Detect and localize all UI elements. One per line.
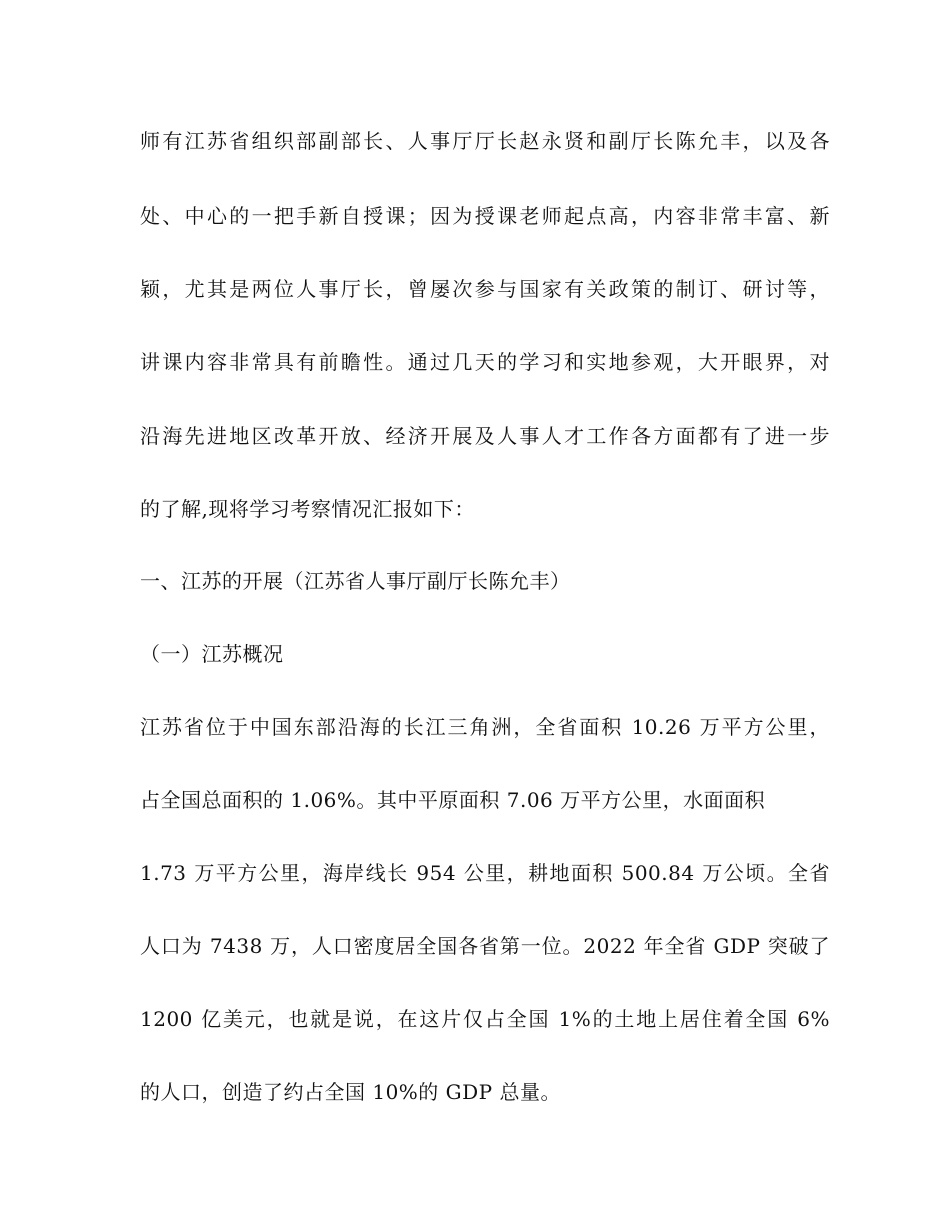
overview-line-3: 1.73 万平方公里，海岸线长 954 公里，耕地面积 500.84 万公顷。全省 [140,861,830,885]
intro-line-6: 的了解,现将学习考察情况汇报如下： [140,497,475,521]
overview-line-6: 的人口，创造了约占全国 10%的 GDP 总量。 [140,1080,561,1104]
intro-line-4: 讲课内容非常具有前瞻性。通过几天的学习和实地参观，大开眼界，对 [140,350,830,374]
section-heading: 一、江苏的开展（江苏省人事厅副厅长陈允丰） [140,569,571,593]
overview-line-1: 江苏省位于中国东部沿海的长江三角洲，全省面积 10.26 万平方公里， [140,715,830,739]
intro-line-2: 处、中心的一把手新自授课；因为授课老师起点高，内容非常丰富、新 [140,204,830,228]
subsection-heading: （一）江苏概况 [140,642,284,666]
overview-line-4: 人口为 7438 万，人口密度居全国各省第一位。2022 年全省 GDP 突破了 [140,934,830,958]
overview-line-5: 1200 亿美元，也就是说，在这片仅占全国 1%的土地上居住着全国 6% [140,1007,830,1031]
intro-line-5: 沿海先进地区改革开放、经济开展及人事人才工作各方面都有了进一步 [140,424,830,448]
intro-line-1: 师有江苏省组织部副部长、人事厅厅长赵永贤和副厅长陈允丰，以及各 [140,129,830,153]
overview-line-2: 占全国总面积的 1.06%。其中平原面积 7.06 万平方公里，水面面积 [140,788,766,812]
intro-line-3: 颖，尤其是两位人事厅长，曾屡次参与国家有关政策的制订、研讨等， [140,277,830,301]
